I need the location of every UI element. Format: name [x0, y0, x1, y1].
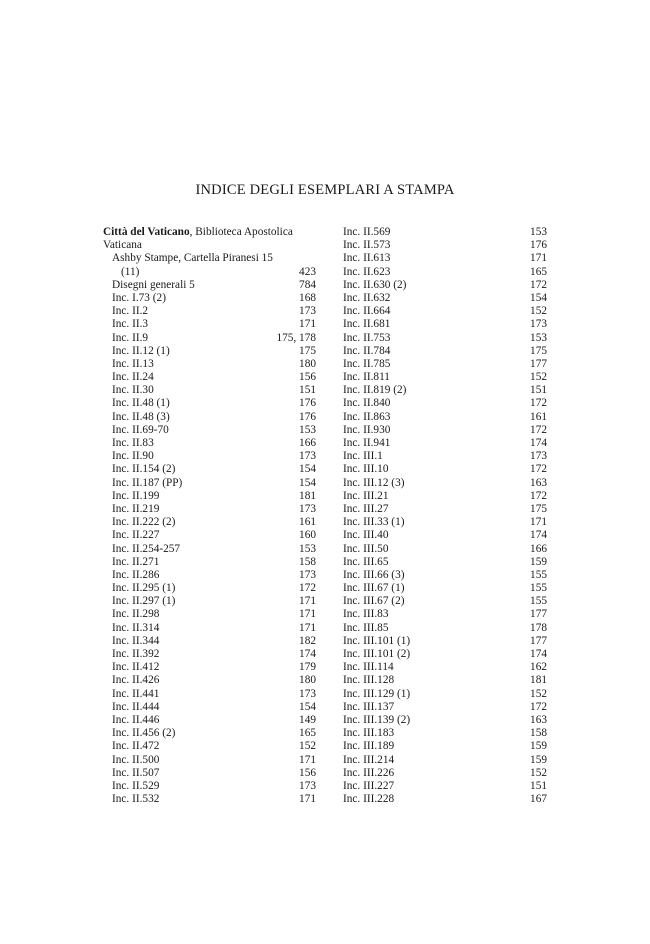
index-entry: [103, 345, 316, 358]
entry-page: 154: [530, 291, 547, 304]
index-entry: [343, 490, 547, 503]
entry-page: 171: [299, 595, 316, 608]
entry-page: 161: [299, 516, 316, 529]
entry-ref: Inc. II.529: [112, 779, 160, 792]
entry-ref: Inc. III.33 (1): [343, 516, 405, 529]
entry-ref: Inc. III.228: [343, 793, 395, 806]
entry-page: 162: [530, 661, 547, 674]
index-entry: [103, 279, 316, 292]
entry-ref: Inc. III.12 (3): [343, 476, 405, 489]
entry-ref: Inc. III.114: [343, 661, 394, 674]
entry-ref: Inc. III.66 (3): [343, 568, 405, 581]
entry-ref: Inc. II.271: [112, 555, 160, 568]
index-entry: [103, 780, 316, 793]
entry-page: 174: [530, 648, 547, 660]
index-entry: [103, 595, 316, 608]
index-entry: [103, 688, 316, 701]
entry-page: 180: [299, 357, 316, 370]
entry-ref: Inc. I.73 (2): [112, 291, 166, 304]
entry-page: 173: [299, 502, 316, 515]
entry-ref: Inc. III.85: [343, 621, 389, 634]
entry-page: 172: [530, 397, 547, 410]
index-entry: [343, 767, 547, 780]
entry-page: 172: [530, 278, 547, 291]
index-entry: [103, 292, 316, 305]
index-entry: [103, 463, 316, 476]
index-entry: [343, 780, 547, 793]
entry-page: 174: [530, 529, 547, 542]
index-entry: [343, 266, 547, 279]
entry-ref: Inc. II.295 (1): [112, 582, 176, 595]
entry-ref: Inc. II.681: [343, 318, 391, 331]
entry-page: 177: [530, 357, 547, 370]
index-entry: [343, 595, 547, 608]
index-entry: [103, 371, 316, 384]
index-entry: [103, 767, 316, 780]
right-entries: [343, 226, 547, 806]
entry-page: 153: [299, 542, 316, 555]
index-entry: [103, 332, 316, 345]
index-entry: [103, 397, 316, 410]
entry-ref: Inc. II.90: [112, 450, 154, 463]
entry-ref: Inc. II.784: [343, 344, 391, 357]
index-entry: [103, 477, 316, 490]
index-entry: [103, 635, 316, 648]
index-entry: [103, 384, 316, 397]
entry-page: 173: [530, 450, 547, 463]
entry-ref: Inc. II.819 (2): [343, 384, 407, 397]
entry-page: 156: [299, 371, 316, 384]
entry-page: 161: [530, 410, 547, 423]
entry-page: 153: [299, 423, 316, 436]
entry-page: 175, 178: [276, 331, 316, 344]
entry-page: 176: [299, 410, 316, 423]
index-column-left: [103, 226, 316, 806]
entry-ref: Inc. II.930: [343, 423, 391, 436]
heading-place: Città del Vaticano: [103, 226, 190, 238]
entry-ref: Inc. II.154 (2): [112, 463, 176, 476]
entry-page: 181: [299, 489, 316, 502]
entry-ref: Inc. III.40: [343, 529, 389, 542]
index-entry: [343, 543, 547, 556]
entry-ref: Inc. II.3: [112, 318, 149, 331]
index-entry: [103, 622, 316, 635]
entry-ref: Inc. II.863: [343, 410, 391, 423]
entry-ref: Inc. II.227: [112, 529, 160, 542]
entry-ref: Inc. II.941: [343, 437, 391, 449]
entry-ref: Inc. II.630 (2): [343, 278, 407, 291]
entry-ref: Inc. II.500: [112, 753, 160, 766]
entry-ref: Inc. II.48 (3): [112, 410, 170, 423]
entry-page: 173: [299, 779, 316, 792]
entry-ref: Inc. II.344: [112, 634, 160, 647]
index-subentry: [103, 252, 316, 265]
entry-ref: Disegni generali 5: [112, 278, 195, 291]
entry-page: 151: [530, 779, 547, 792]
entry-ref: Inc. III.137: [343, 700, 395, 713]
index-entry: [343, 622, 547, 635]
entry-page: 173: [299, 305, 316, 318]
entry-page: 179: [299, 661, 316, 674]
index-entry: [103, 450, 316, 463]
entry-ref: Inc. III.139 (2): [343, 713, 411, 726]
entry-page: 158: [530, 727, 547, 740]
entry-page: 151: [299, 384, 316, 397]
entry-page: 155: [530, 582, 547, 595]
entry-ref: Inc. II.532: [112, 793, 160, 806]
index-entry: [343, 477, 547, 490]
entry-ref: Inc. II.187 (PP): [112, 476, 183, 489]
entry-page: 153: [530, 331, 547, 344]
index-entry: [343, 569, 547, 582]
entry-page: 166: [299, 437, 316, 449]
entry-ref: Inc. III.83: [343, 608, 389, 621]
entry-page: 159: [530, 555, 547, 568]
entry-page: 178: [530, 621, 547, 634]
entry-ref: Inc. II.507: [112, 766, 160, 779]
entry-ref: Inc. II.2: [112, 305, 149, 318]
index-entry: [103, 674, 316, 687]
entry-page: 160: [299, 529, 316, 542]
index-entry: [343, 345, 547, 358]
entry-ref: Inc. II.286: [112, 568, 160, 581]
entry-page: 158: [299, 555, 316, 568]
index-entry: [343, 450, 547, 463]
entry-ref: Inc. II.298: [112, 608, 160, 621]
index-entry: [103, 318, 316, 331]
index-entry: [343, 226, 547, 239]
entry-page: 152: [530, 766, 547, 779]
entry-ref: Inc. II.297 (1): [112, 595, 176, 608]
entry-ref: Inc. III.50: [343, 542, 389, 555]
entry-ref: Inc. III.67 (1): [343, 582, 405, 595]
index-entry: [103, 701, 316, 714]
index-entry: [343, 674, 547, 687]
entry-page: 154: [299, 476, 316, 489]
index-entry: [103, 714, 316, 727]
entry-ref: Inc. II.48 (1): [112, 397, 170, 410]
entry-ref: Inc. III.27: [343, 502, 389, 515]
entry-ref: Inc. III.101 (2): [343, 648, 411, 660]
entry-page: 176: [530, 239, 547, 252]
entry-ref: Inc. III.214: [343, 753, 395, 766]
subentry-ref-cont: (11): [121, 265, 140, 278]
index-entry: [103, 727, 316, 740]
entry-ref: Inc. III.129 (1): [343, 687, 411, 700]
index-entry: [343, 516, 547, 529]
entry-page: 171: [530, 516, 547, 529]
index-entry: [103, 529, 316, 542]
entry-ref: Inc. II.13: [112, 357, 154, 370]
entry-ref: Inc. III.67 (2): [343, 595, 405, 608]
entry-page: 177: [530, 634, 547, 647]
entry-page: 167: [530, 793, 547, 806]
entry-ref: Inc. II.441: [112, 687, 160, 700]
entry-ref: Inc. III.183: [343, 727, 395, 740]
entry-page: 173: [299, 687, 316, 700]
entry-ref: Inc. II.785: [343, 357, 391, 370]
index-entry: [103, 608, 316, 621]
index-entry: [103, 358, 316, 371]
entry-page: 175: [530, 344, 547, 357]
index-entry: [103, 556, 316, 569]
entry-ref: Inc. III.226: [343, 766, 395, 779]
entry-ref: Inc. II.219: [112, 502, 160, 515]
index-entry: [103, 740, 316, 753]
entry-page: 168: [299, 291, 316, 304]
entry-ref: Inc. II.222 (2): [112, 516, 176, 529]
index-entry: [343, 371, 547, 384]
index-entry: [103, 543, 316, 556]
entry-ref: Inc. II.632: [343, 291, 391, 304]
index-entry: [343, 292, 547, 305]
entry-ref: Inc. II.840: [343, 397, 391, 410]
index-entry: [343, 661, 547, 674]
entry-page: 784: [299, 278, 316, 291]
index-entry: [343, 727, 547, 740]
entry-ref: Inc. II.9: [112, 331, 149, 344]
index-entry: [343, 332, 547, 345]
index-entry: [343, 529, 547, 542]
entry-page: 165: [530, 265, 547, 278]
index-entry: [343, 397, 547, 410]
index-entry: [103, 305, 316, 318]
entry-ref: Inc. II.83: [112, 437, 154, 449]
page-title: INDICE DEGLI ESEMPLARI A STAMPA: [195, 182, 455, 198]
entry-page: 182: [299, 634, 316, 647]
index-entry: [343, 635, 547, 648]
index-entry: [343, 463, 547, 476]
entry-ref: Inc. III.128: [343, 674, 395, 687]
index-entry: [343, 688, 547, 701]
index-entry: [343, 424, 547, 437]
entry-page: 172: [530, 423, 547, 436]
index-entry: [103, 569, 316, 582]
entry-page: 163: [530, 476, 547, 489]
entry-page: 159: [530, 753, 547, 766]
entry-ref: Inc. II.69-70: [112, 423, 169, 436]
index-entry: [343, 503, 547, 516]
entry-page: 149: [299, 713, 316, 726]
index-entry: [103, 503, 316, 516]
entry-ref: Inc. II.664: [343, 305, 391, 318]
entry-ref: Inc. II.392: [112, 648, 160, 660]
entry-page: 152: [530, 371, 547, 384]
entry-page: 171: [299, 621, 316, 634]
entry-ref: Inc. III.101 (1): [343, 634, 411, 647]
entry-page: 172: [530, 489, 547, 502]
entry-page: 181: [530, 674, 547, 687]
entry-page: 175: [530, 502, 547, 515]
index-entry: [343, 305, 547, 318]
entry-page: 152: [530, 687, 547, 700]
index-entry: [103, 754, 316, 767]
heading-library-cont: Vaticana: [103, 239, 142, 252]
entry-page: 171: [299, 753, 316, 766]
entry-page: 173: [299, 568, 316, 581]
entry-ref: Inc. III.227: [343, 779, 395, 792]
entry-ref: Inc. III.21: [343, 489, 389, 502]
entry-page: 163: [530, 713, 547, 726]
subentry-ref: Ashby Stampe, Cartella Piranesi 15: [112, 252, 273, 265]
entry-page: 171: [299, 608, 316, 621]
entry-page: 180: [299, 674, 316, 687]
index-entry: [103, 411, 316, 424]
index-entry: [343, 648, 547, 661]
heading-library: , Biblioteca Apostolica: [189, 226, 293, 238]
entry-page: 173: [299, 450, 316, 463]
index-entry: [343, 358, 547, 371]
entry-ref: Inc. II.573: [343, 239, 391, 252]
entry-ref: Inc. II.472: [112, 740, 160, 753]
index-entry: [343, 411, 547, 424]
left-entries: [103, 279, 316, 807]
entry-ref: Inc. II.314: [112, 621, 160, 634]
entry-ref: Inc. II.456 (2): [112, 727, 176, 740]
index-entry: [343, 714, 547, 727]
index-entry: [103, 516, 316, 529]
entry-page: 174: [299, 648, 316, 660]
entry-page: 171: [299, 318, 316, 331]
index-entry: [103, 793, 316, 806]
index-entry: [343, 582, 547, 595]
index-column-right: [343, 226, 547, 806]
entry-page: 172: [299, 582, 316, 595]
entry-page: 174: [530, 437, 547, 449]
entry-page: 155: [530, 568, 547, 581]
entry-ref: Inc. II.426: [112, 674, 160, 687]
entry-ref: Inc. II.623: [343, 265, 391, 278]
entry-ref: Inc. III.65: [343, 555, 389, 568]
index-entry: [103, 490, 316, 503]
entry-page: 159: [530, 740, 547, 753]
index-subentry-cont: [103, 266, 316, 279]
entry-page: 166: [530, 542, 547, 555]
entry-page: 155: [530, 595, 547, 608]
index-entry: [343, 793, 547, 806]
entry-page: 165: [299, 727, 316, 740]
entry-page: 153: [530, 226, 547, 238]
entry-page: 152: [530, 305, 547, 318]
entry-ref: Inc. II.613: [343, 252, 391, 265]
subentry-page: 423: [299, 265, 316, 278]
index-entry: [343, 384, 547, 397]
index-heading-line2: [103, 239, 316, 252]
entry-page: 176: [299, 397, 316, 410]
entry-page: 151: [530, 384, 547, 397]
entry-ref: Inc. III.1: [343, 450, 383, 463]
entry-page: 175: [299, 344, 316, 357]
entry-page: 173: [530, 318, 547, 331]
index-entry: [343, 701, 547, 714]
index-entry: [343, 437, 547, 450]
index-entry: [103, 437, 316, 450]
entry-ref: Inc. II.753: [343, 331, 391, 344]
index-entry: [103, 582, 316, 595]
index-entry: [343, 556, 547, 569]
entry-ref: Inc. II.254-257: [112, 542, 181, 555]
entry-ref: Inc. II.446: [112, 713, 160, 726]
entry-ref: Inc. II.569: [343, 226, 391, 238]
entry-page: 177: [530, 608, 547, 621]
index-entry: [343, 754, 547, 767]
entry-ref: Inc. II.30: [112, 384, 154, 397]
entry-ref: Inc. III.10: [343, 463, 389, 476]
entry-ref: Inc. II.199: [112, 489, 160, 502]
index-entry: [343, 279, 547, 292]
entry-ref: Inc. II.444: [112, 700, 160, 713]
entry-page: 156: [299, 766, 316, 779]
entry-ref: Inc. II.12 (1): [112, 344, 170, 357]
index-heading: [103, 226, 316, 239]
entry-page: 172: [530, 700, 547, 713]
entry-page: 172: [530, 463, 547, 476]
index-entry: [103, 648, 316, 661]
index-entry: [343, 608, 547, 621]
entry-page: 154: [299, 463, 316, 476]
entry-page: 171: [530, 252, 547, 265]
entry-page: 152: [299, 740, 316, 753]
entry-ref: Inc. II.24: [112, 371, 154, 384]
index-entry: [103, 661, 316, 674]
index-entry: [343, 318, 547, 331]
entry-page: 171: [299, 793, 316, 806]
index-entry: [343, 740, 547, 753]
entry-ref: Inc. III.189: [343, 740, 395, 753]
entry-page: 154: [299, 700, 316, 713]
index-entry: [343, 239, 547, 252]
entry-ref: Inc. II.412: [112, 661, 160, 674]
index-entry: [343, 252, 547, 265]
index-entry: [103, 424, 316, 437]
entry-ref: Inc. II.811: [343, 371, 390, 384]
